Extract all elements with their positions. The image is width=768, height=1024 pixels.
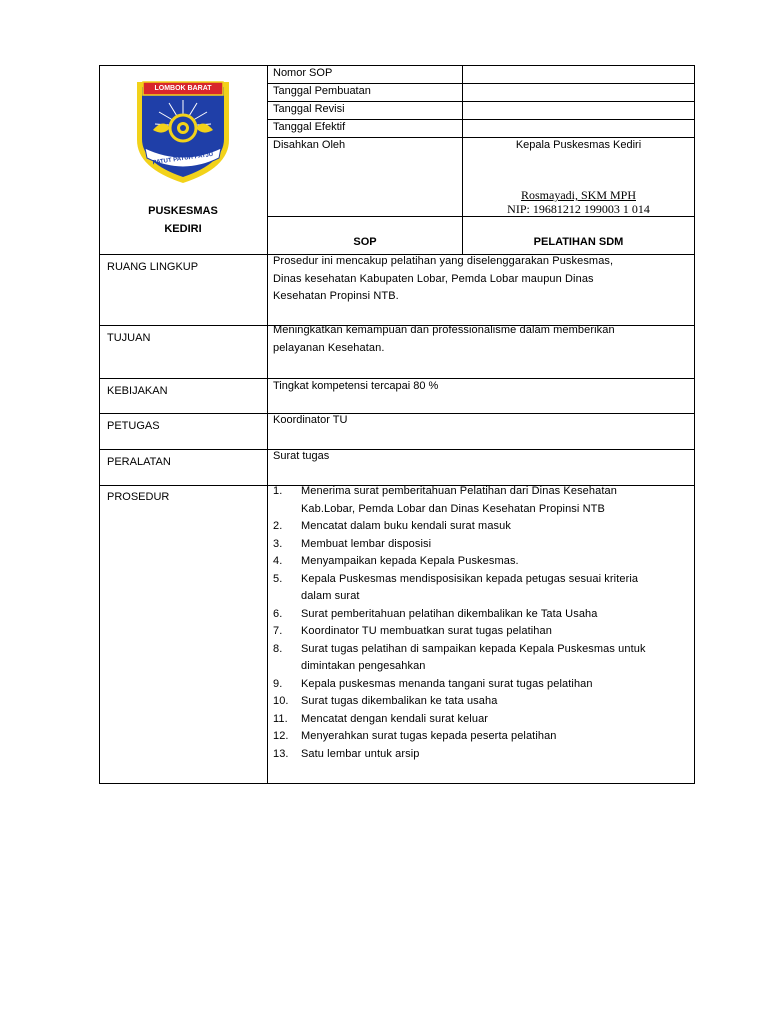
prosedur-label: PROSEDUR [107, 491, 170, 503]
tanggal-efektif-label: Tanggal Efektif [273, 121, 346, 133]
ruang-lingkup-line: Kesehatan Propinsi NTB. [273, 290, 399, 302]
prosedur-step [271, 606, 691, 624]
approver-title: Kepala Puskesmas Kediri [515, 139, 642, 151]
emblem-banner-text: LOMBOK BARAT [154, 85, 212, 92]
sop-label: SOP [353, 236, 377, 248]
peralatan-text: Surat tugas [273, 450, 330, 462]
step-text-line: Koordinator TU membuatkan surat tugas pelatihan [301, 625, 552, 637]
step-number: 6. [273, 607, 283, 620]
tujuan-text [273, 322, 693, 357]
step-text-line: dimintakan pengesahkan [301, 660, 426, 672]
step-number: 13. [273, 747, 289, 760]
prosedur-step [271, 711, 691, 729]
step-number: 11. [273, 712, 288, 725]
step-text-line: Kab.Lobar, Pemda Lobar dan Dinas Kesehatan Propinsi NTB [301, 502, 605, 515]
step-number: 3. [273, 537, 283, 550]
step-text-line: Menerima surat pemberitahuan Pelatihan dari Dinas Kesehatan [301, 485, 617, 497]
step-text-line: Surat tugas dikembalikan ke tata usaha [301, 695, 498, 707]
prosedur-step [271, 728, 691, 746]
prosedur-step [271, 518, 691, 536]
step-text-line: Satu lembar untuk arsip [301, 747, 420, 760]
step-text-line: Mencatat dalam buku kendali surat masuk [301, 520, 511, 532]
tanggal-pembuatan-label: Tanggal Pembuatan [273, 85, 371, 97]
step-text-line: Membuat lembar disposisi [301, 537, 432, 550]
tanggal-revisi-label: Tanggal Revisi [273, 103, 345, 115]
step-number: 8. [273, 642, 283, 655]
step-text-line: Menyampaikan kepada Kepala Puskesmas. [301, 555, 519, 567]
step-text-line: Surat pemberitahuan pelatihan dikembalikan ke Tata Usaha [301, 607, 598, 620]
kebijakan-text: Tingkat kompetensi tercapai 80 % [273, 380, 439, 392]
step-text-line: Kepala puskesmas menanda tangani surat tugas pelatihan [301, 677, 593, 690]
tujuan-line: pelayanan Kesehatan. [273, 341, 385, 354]
step-text-line: Surat tugas pelatihan di sampaikan kepada Kepala Puskesmas untuk [301, 642, 646, 655]
prosedur-step [271, 676, 691, 694]
prosedur-step [271, 623, 691, 641]
step-number: 9. [273, 677, 283, 690]
step-number: 12. [273, 730, 289, 742]
step-number: 2. [273, 520, 283, 532]
step-number: 4. [273, 555, 283, 567]
approver-name: Rosmayadi, SKM MPH [520, 188, 636, 202]
prosedur-step [271, 553, 691, 571]
step-text-line: Menyerahkan surat tugas kepada peserta pelatihan [301, 730, 557, 742]
org-name-line2: KEDIRI [164, 223, 202, 235]
ruang-lingkup-label: RUANG LINGKUP [107, 261, 199, 273]
tujuan-label: TUJUAN [107, 332, 151, 344]
petugas-label: PETUGAS [107, 420, 160, 432]
peralatan-label: PERALATAN [107, 456, 171, 468]
petugas-text: Koordinator TU [273, 414, 348, 426]
prosedur-step [271, 536, 691, 554]
step-number: 10. [273, 695, 289, 707]
prosedur-step [271, 571, 691, 606]
ruang-lingkup-line: Prosedur ini mencakup pelatihan yang diselenggarakan Puskesmas, [273, 255, 614, 267]
step-number: 5. [273, 572, 283, 585]
prosedur-steps [271, 483, 691, 763]
approver-nip: NIP: 19681212 199003 1 014 [507, 202, 650, 216]
prosedur-step [271, 641, 691, 676]
step-number: 1. [273, 485, 283, 497]
lombok-barat-emblem [133, 78, 233, 186]
prosedur-step [271, 483, 691, 518]
prosedur-step [271, 693, 691, 711]
ruang-lingkup-text [273, 253, 693, 306]
prosedur-step [271, 746, 691, 764]
kebijakan-label: KEBIJAKAN [107, 385, 168, 397]
ruang-lingkup-line: Dinas kesehatan Kabupaten Lobar, Pemda Lobar maupun Dinas [273, 272, 594, 285]
step-text-line: Kepala Puskesmas mendisposisikan kepada petugas sesuai kriteria [301, 572, 639, 585]
org-name-line1: PUSKESMAS [148, 205, 218, 217]
step-text-line: dalam surat [301, 590, 360, 602]
tujuan-line: Meningkatkan kemampuan dan professionalisme dalam memberikan [273, 324, 615, 336]
step-text-line: Mencatat dengan kendali surat keluar [301, 712, 489, 725]
emblem-motto-text: PATUT PATUH PATJU [152, 151, 214, 167]
disahkan-oleh-label: Disahkan Oleh [273, 139, 346, 151]
step-number: 7. [273, 625, 283, 637]
nomor-sop-label: Nomor SOP [273, 67, 333, 79]
document-title: PELATIHAN SDM [533, 236, 624, 248]
